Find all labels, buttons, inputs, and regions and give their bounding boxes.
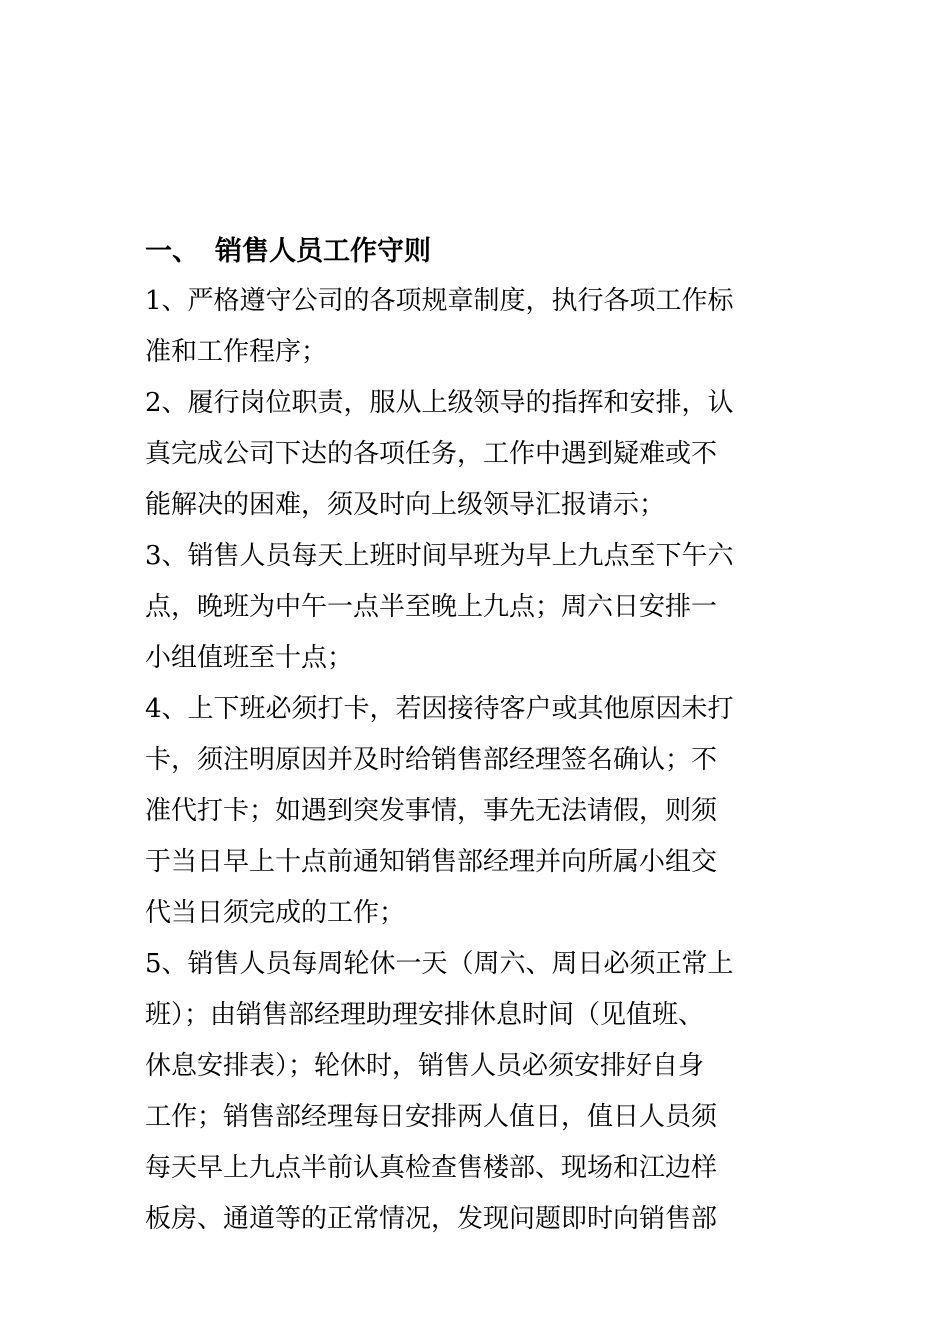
rule-line: 小组值班至十点；	[145, 643, 354, 673]
rule-line: 卡，须注明原因并及时给销售部经理签名确认；不	[145, 745, 718, 775]
rule-line: 休息安排表）；轮休时，销售人员必须安排好自身	[145, 1051, 705, 1081]
rule-item-5	[145, 939, 810, 1245]
rule-line: 于当日早上十点前通知销售部经理并向所属小组交	[145, 847, 718, 877]
rule-line: 1、严格遵守公司的各项规章制度，执行各项工作标	[145, 286, 734, 316]
rule-line: 5、销售人员每周轮休一天（周六、周日必须正常上	[145, 949, 734, 979]
section-number: 一、	[145, 236, 199, 267]
rule-line: 准代打卡；如遇到突发事情，事先无法请假，则须	[145, 796, 718, 826]
rule-line: 4、上下班必须打卡，若因接待客户或其他原因未打	[145, 694, 734, 724]
rule-item-2	[145, 378, 810, 531]
rule-item-3	[145, 531, 810, 684]
rule-item-1	[145, 276, 810, 378]
rule-item-4	[145, 684, 810, 939]
section-title: 销售人员工作守则	[215, 236, 431, 267]
rule-line: 能解决的困难，须及时向上级领导汇报请示；	[145, 490, 666, 520]
rule-line: 每天早上九点半前认真检查售楼部、现场和江边样	[145, 1153, 718, 1183]
rule-line: 板房、通道等的正常情况，发现问题即时向销售部	[145, 1204, 718, 1234]
rule-line: 真完成公司下达的各项任务，工作中遇到疑难或不	[145, 439, 718, 469]
rules-list	[145, 276, 810, 1245]
rule-line: 班）；由销售部经理助理安排休息时间（见值班、	[145, 1000, 705, 1030]
section-heading	[145, 228, 825, 276]
rule-line: 点，晚班为中午一点半至晚上九点；周六日安排一	[145, 592, 718, 622]
rule-line: 工作；销售部经理每日安排两人值日，值日人员须	[145, 1102, 718, 1132]
rule-line: 2、履行岗位职责，服从上级领导的指挥和安排，认	[145, 388, 734, 418]
rule-line: 代当日须完成的工作；	[145, 898, 406, 928]
rule-line: 准和工作程序；	[145, 337, 328, 367]
rule-line: 3、销售人员每天上班时间早班为早上九点至下午六	[145, 541, 734, 571]
